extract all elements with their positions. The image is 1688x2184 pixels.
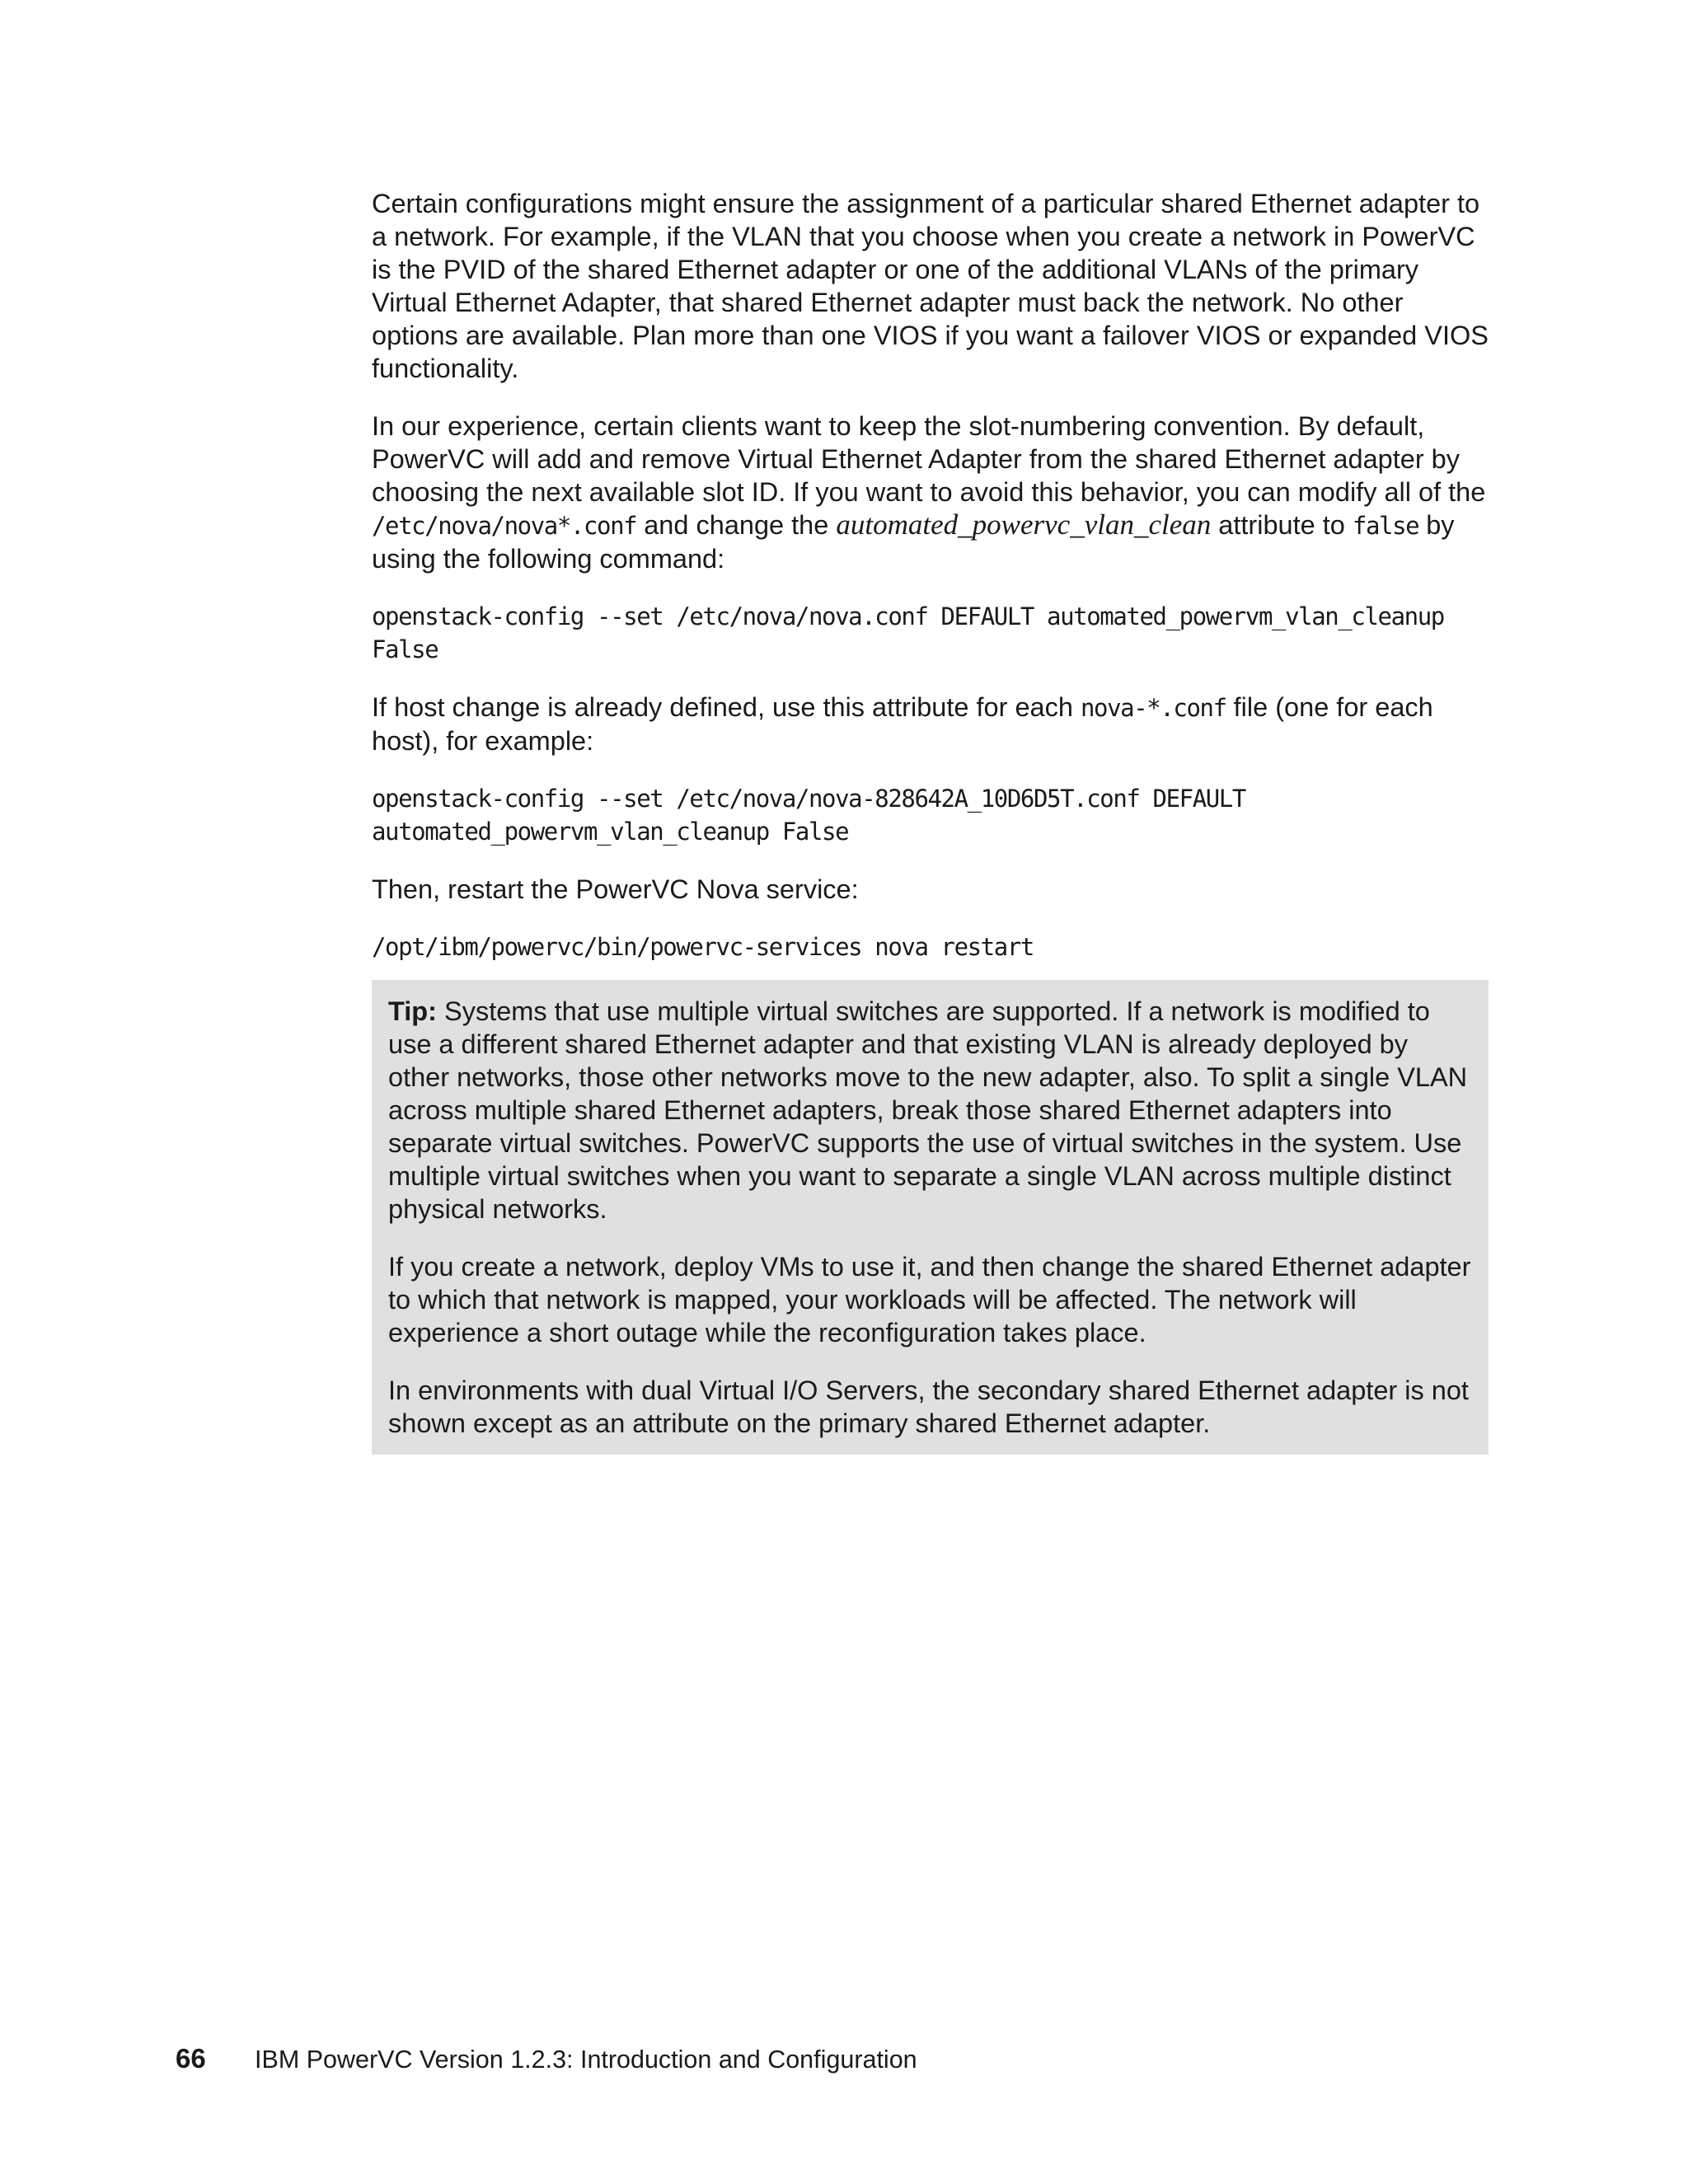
tip-box bbox=[372, 980, 1489, 1455]
paragraph-host-change bbox=[372, 691, 1489, 757]
book-title: IBM PowerVC Version 1.2.3: Introduction and Configuration bbox=[255, 2046, 917, 2074]
inline-code-nova-star-conf: nova-*.conf bbox=[1080, 694, 1226, 722]
code-block-openstack-config-host bbox=[372, 782, 1489, 848]
paragraph-restart-nova: Then, restart the PowerVC Nova service: bbox=[372, 874, 859, 904]
page-footer bbox=[176, 2042, 917, 2076]
tip-paragraph-dual-vios: In environments with dual Virtual I/O Servers, the secondary shared Ethernet adapter is not shown except as an attribute on the primary shared Ethernet adapter. bbox=[388, 1376, 1469, 1438]
paragraph-text: by using the following command: bbox=[372, 510, 1455, 574]
code-line: False bbox=[372, 635, 438, 663]
tip-paragraph-workloads: If you create a network, deploy VMs to use it, and then change the shared Ethernet adapter to which that network is mapped, your workloads will be affected. The network will experience a short outage while the reconfiguration takes place. bbox=[388, 1252, 1471, 1347]
paragraph-text: In our experience, certain clients want to keep the slot-numbering convention. By default, PowerVC will add and remove Virtual Ethernet Adapter from the shared Ethernet adapter by choosing the next available slot ID. If you want to avoid this behavior, you can modify all of the bbox=[372, 411, 1486, 507]
paragraph-text: attribute to bbox=[1218, 510, 1345, 540]
paragraph-text: If host change is already defined, use this attribute for each bbox=[372, 692, 1073, 722]
inline-code-nova-conf-glob: /etc/nova/nova*.conf bbox=[372, 512, 637, 540]
code-line: /opt/ibm/powervc/bin/powervc-services nova restart bbox=[372, 933, 1034, 961]
paragraph-slot-numbering bbox=[372, 410, 1489, 575]
page-number: 66 bbox=[176, 2043, 206, 2074]
code-line: openstack-config --set /etc/nova/nova-828642A_10D6D5T.conf DEFAULT bbox=[372, 785, 1245, 813]
inline-code-false: false bbox=[1352, 512, 1419, 540]
paragraph-text: file (one for each host), for example: bbox=[372, 692, 1433, 756]
paragraph-se-adapter-assignment: Certain configurations might ensure the assignment of a particular shared Ethernet adapter to a network. For example, if the VLAN that you choose when you create a network in PowerVC is the PVID of the shared Ethernet adapter or one of the additional VLANs of the primary Virtual Ethernet Adapter, that shared Ethernet adapter must back the network. No other options are available. Plan more than one VIOS if you want a failover VIOS or expanded VIOS functionality. bbox=[372, 189, 1489, 383]
code-line: automated_powervm_vlan_cleanup False bbox=[372, 818, 849, 846]
code-line: openstack-config --set /etc/nova/nova.conf DEFAULT automated_powervm_vlan_cleanup bbox=[372, 602, 1444, 630]
code-block-openstack-config-all bbox=[372, 600, 1489, 666]
page-content bbox=[372, 187, 1489, 1455]
attribute-name-italic: automated_powervc_vlan_clean bbox=[836, 509, 1212, 541]
paragraph-text: and change the bbox=[644, 510, 829, 540]
code-block-restart-command bbox=[372, 930, 1489, 963]
tip-label: Tip: bbox=[388, 996, 437, 1026]
tip-paragraph-virtual-switches bbox=[388, 995, 1472, 1226]
tip-text: Systems that use multiple virtual switches are supported. If a network is modified to use a different shared Ethernet adapter and that existing VLAN is already deployed by other networks, those other networks move to the new adapter, also. To split a single VLAN across multiple shared Ethernet adapters, break those shared Ethernet adapters into separate virtual switches. PowerVC supports the use of virtual switches in the system. Use multiple virtual switches when you want to separate a single VLAN across multiple distinct physical networks. bbox=[388, 996, 1468, 1224]
